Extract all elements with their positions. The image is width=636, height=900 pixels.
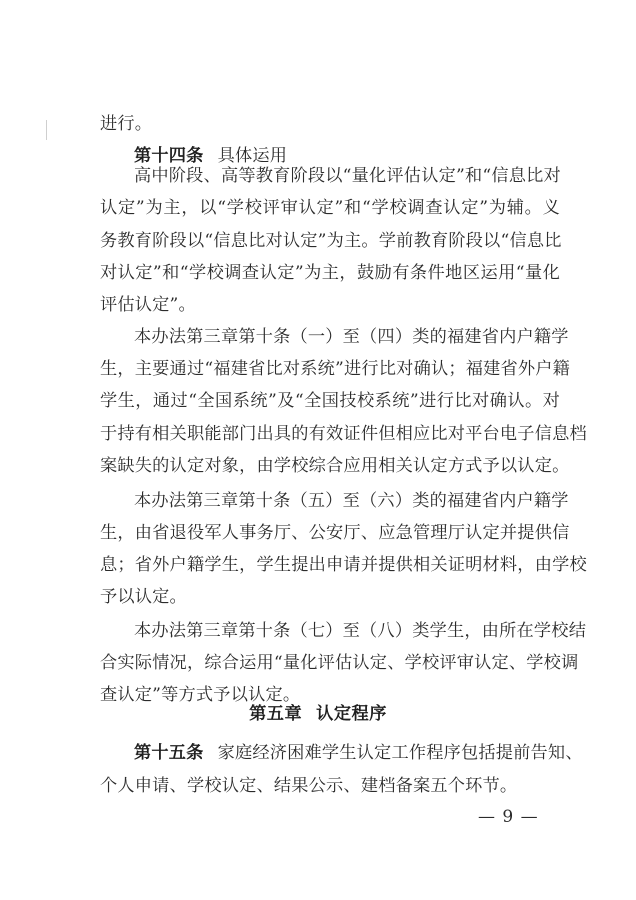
text-line: 对认定”和“学校调查认定”为主，鼓励有条件地区运用“量化	[100, 263, 560, 283]
chapter-number: 第五章	[249, 704, 303, 724]
page-number: — 9 —	[478, 807, 539, 827]
text-line: 学生，通过“全国系统”及“全国技校系统”进行比对确认。对	[100, 391, 560, 411]
text-line: 本办法第三章第十条（一）至（四）类的福建省内户籍学	[134, 327, 569, 347]
text-line: 本办法第三章第十条（五）至（六）类的福建省内户籍学	[134, 491, 569, 511]
text-line: 案缺失的认定对象，由学校综合应用相关认定方式予以认定。	[100, 456, 570, 476]
text-line: 认定”为主，以“学校评审认定”和“学校调查认定”为辅。义	[100, 198, 560, 218]
article-title: 具体运用	[217, 146, 288, 166]
article-number: 第十四条	[134, 146, 204, 166]
text-line: 生，主要通过“福建省比对系统”进行比对确认；福建省外户籍	[100, 359, 571, 379]
text-line: 于持有相关职能部门出具的有效证件但相应比对平台电子信息档	[100, 424, 587, 444]
text-line: 务教育阶段以“信息比对认定”为主。学前教育阶段以“信息比	[100, 231, 562, 251]
text-line: 高中阶段、高等教育阶段以“量化评估认定”和“信息比对	[134, 166, 561, 186]
article-14-heading	[134, 145, 560, 167]
text-line: 本办法第三章第十条（七）至（八）类学生，由所在学校结	[134, 621, 587, 641]
text-line: 予以认定。	[100, 587, 187, 607]
article-number: 第十五条	[134, 743, 204, 763]
chapter-title: 认定程序	[316, 704, 387, 724]
text-line: 进行。	[100, 114, 153, 134]
text-line: 息；省外户籍学生，学生提出申请并提供相关证明材料，由学校	[100, 555, 587, 575]
chapter-heading	[0, 703, 636, 725]
text-line: 评估认定”。	[100, 295, 196, 315]
article-15-line	[134, 742, 583, 764]
text-line: 个人申请、学校认定、结果公示、建档备案五个环节。	[100, 776, 518, 796]
text-line: 生，由省退役军人事务厅、公安厅、应急管理厅认定并提供信	[100, 523, 570, 543]
text-line: 查认定”等方式予以认定。	[100, 685, 301, 705]
margin-mark	[46, 120, 47, 140]
text-line: 家庭经济困难学生认定工作程序包括提前告知、	[217, 743, 583, 763]
text-line: 合实际情况，综合运用“量化评估认定、学校评审认定、学校调	[100, 653, 579, 673]
